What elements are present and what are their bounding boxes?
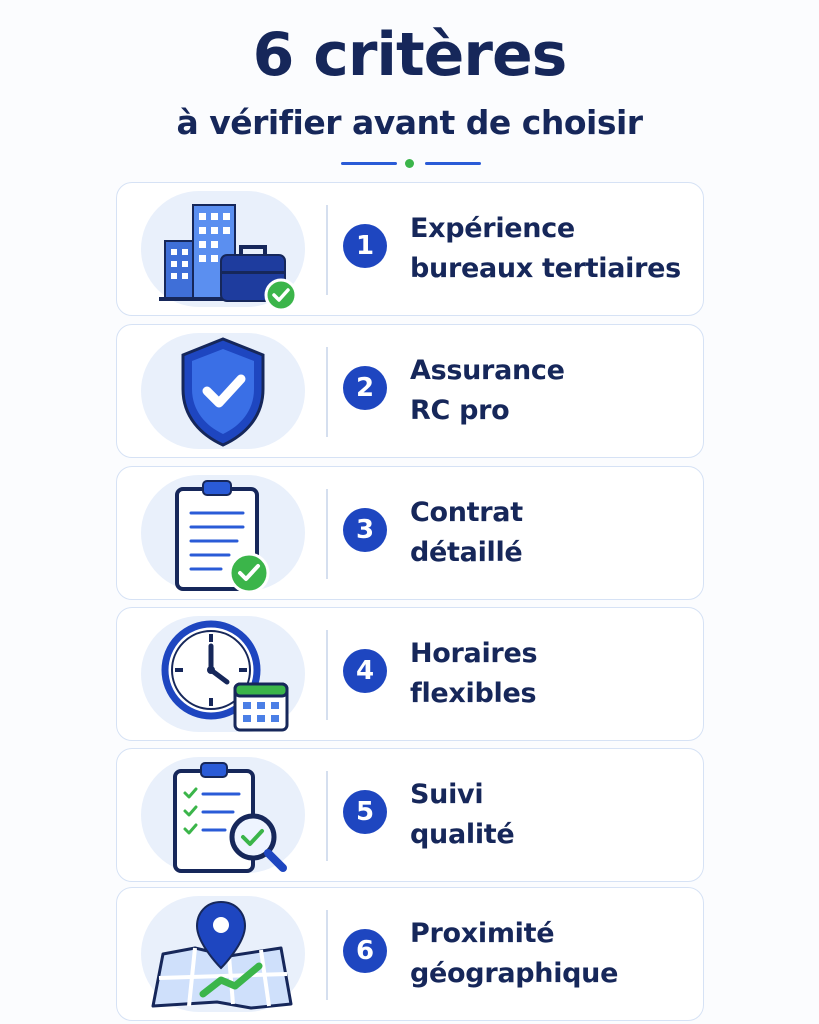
criterion-label-line-1: Expérience [410,213,575,244]
criterion-label-line-1: Proximité [410,918,555,949]
criterion-label-line-2: détaillé [410,537,523,568]
criterion-label [410,914,700,994]
clipboard-check-icon [141,475,305,591]
criterion-label-line-2: flexibles [410,678,537,709]
card-separator [326,771,328,861]
criterion-label-line-2: RC pro [410,395,510,426]
criterion-number-badge: 3 [343,508,387,552]
criterion-label-line-1: Contrat [410,497,523,528]
card-separator [326,489,328,579]
card-separator [326,347,328,437]
criterion-number-badge: 6 [343,929,387,973]
criterion-number-badge: 2 [343,366,387,410]
criterion-card-4 [116,607,704,741]
card-separator [326,205,328,295]
criterion-label-line-2: géographique [410,958,619,989]
criterion-label [410,493,700,573]
criterion-card-1 [116,182,704,316]
criterion-number-badge: 1 [343,224,387,268]
title-divider [341,157,481,169]
criterion-card-3 [116,466,704,600]
page-subtitle: à vérifier avant de choisir [176,103,643,142]
shield-check-icon [141,333,305,449]
criterion-card-2 [116,324,704,458]
criterion-label [410,775,700,855]
criterion-label [410,634,700,714]
clock-calendar-icon [141,616,305,732]
criterion-label [410,351,700,431]
criterion-card-6 [116,887,704,1021]
card-separator [326,630,328,720]
criterion-label-line-1: Suivi [410,779,484,810]
checklist-magnifier-icon [141,757,305,873]
criterion-label-line-1: Horaires [410,638,538,669]
page-title: 6 critères [252,20,567,90]
criterion-label-line-2: bureaux tertiaires [410,253,681,284]
map-pin-icon [141,896,305,1012]
criterion-label-line-1: Assurance [410,355,565,386]
office-building-briefcase-icon [141,191,305,307]
card-separator [326,910,328,1000]
criterion-number-badge: 4 [343,649,387,693]
criterion-card-5 [116,748,704,882]
criterion-number-badge: 5 [343,790,387,834]
criterion-label [410,209,700,289]
criterion-label-line-2: qualité [410,819,515,850]
